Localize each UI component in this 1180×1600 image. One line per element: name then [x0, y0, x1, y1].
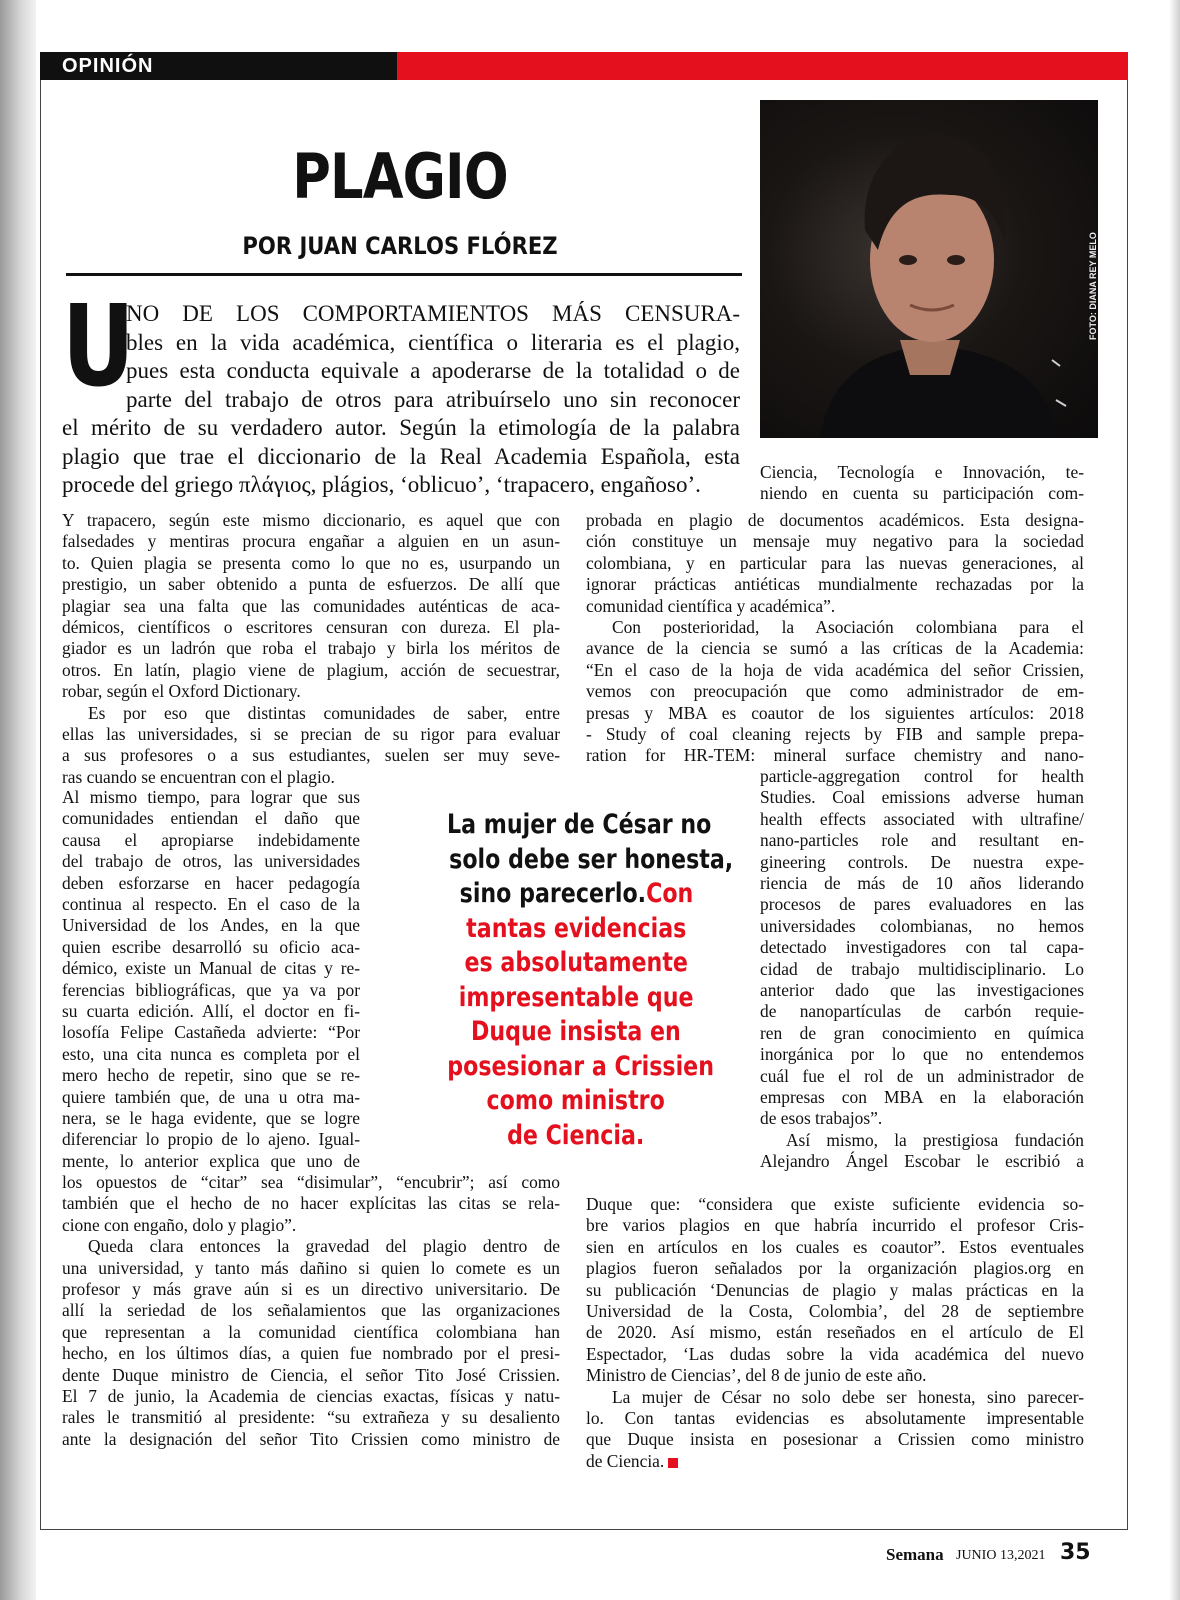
body-line: vemos con preocupación que como administrador de em- — [586, 681, 1084, 702]
body-line: démicos, científicos o escritores censuran con dureza. El pla- — [62, 617, 560, 637]
pull-quote-highlight: es absolutamente — [464, 947, 688, 978]
body-line: ras cuando se encuentran con el plagio. — [62, 766, 335, 787]
body-line: profesor y más grave aún si es un directivo universitario. De — [62, 1279, 560, 1299]
body-line: losofía Felipe Castañeda advierte: “Por — [62, 1022, 360, 1043]
body-line: allí la seriedad de los señalamientos que las organizaciones — [62, 1300, 560, 1321]
body-line: rales le transmitió al presidente: “su extrañeza y su desaliento — [62, 1407, 560, 1428]
body-line: comunidad científica y académica”. — [586, 595, 836, 616]
pull-quote-highlight-line — [418, 1015, 734, 1049]
body-line: anterior dado que las investigaciones — [760, 980, 1084, 1000]
body-line: Duque que: “considera que existe suficiente evidencia so- — [586, 1194, 1084, 1214]
body-line: también que el hecho de no hacer explícitas las citas se rela- — [62, 1193, 560, 1214]
body-line: gineering controls. De nuestra expe- — [760, 851, 1084, 872]
body-line: Queda clara entonces la gravedad del plagio dentro de — [88, 1236, 560, 1257]
body-line: ción constituye un mensaje muy negativo para la sociedad — [586, 531, 1084, 552]
body-line: ren de gran conocimiento en química — [760, 1022, 1084, 1043]
body-line: plagiar sea una falta que las comunidades auténticas de aca- — [62, 595, 560, 616]
body-line: avance de la ciencia se sumó a las críticas de la Academia: — [586, 638, 1084, 659]
body-line: probada en plagio de documentos académicos. Esta designa- — [586, 510, 1084, 530]
footer-magazine: Semana — [886, 1545, 944, 1564]
body-line: de 2020. Así mismo, están reseñados en el artículo de El — [586, 1322, 1084, 1343]
body-line: lo. Con tantas evidencias es absolutamente impresentable — [586, 1408, 1084, 1428]
body-line: nano-particles role and resultant en- — [760, 830, 1084, 851]
body-line: Studies. Coal emissions adverse human — [760, 787, 1084, 808]
body-line: universidades colombianas, no hemos — [760, 915, 1084, 936]
body-line: ignorar prácticas antiéticas mundialmente rechazadas por la — [586, 574, 1084, 595]
author-portrait-illustration — [760, 100, 1098, 438]
body-line: particle-aggregation control for health — [760, 766, 1084, 786]
body-line: Así mismo, la prestigiosa fundación — [786, 1129, 1084, 1150]
pull-quote-highlight-line — [418, 1050, 734, 1084]
body-line: Y trapacero, según este mismo diccionario, es aquel que con — [62, 510, 560, 530]
body-line: cuál fue el rol de un administrador de — [760, 1065, 1084, 1086]
body-line: dente Duque ministro de Ciencia, el señor Tito José Crissien. — [62, 1364, 560, 1385]
body-line: que representan a la comunidad científica colombiana han — [62, 1321, 560, 1342]
pull-quote-highlight: Duque insista en — [471, 1016, 681, 1047]
body-line: Universidad de los Andes, en la que — [62, 915, 360, 936]
body-line: inorgánica por lo que no entendemos — [760, 1044, 1084, 1065]
body-line: de esos trabajos”. — [760, 1108, 883, 1129]
body-line: una universidad, y tanto más dañino si quien lo comete es un — [62, 1257, 560, 1278]
pull-quote-text: sino parecerlo. — [459, 878, 646, 909]
author-photo — [760, 100, 1098, 438]
lead-line: procede del griego πλάγιος, plágios, ‘oblicuo’, ‘trapacero, engañoso’. — [62, 472, 701, 497]
body-line: hecho, en los últimos días, a quien fue nombrado por el presi- — [62, 1343, 560, 1364]
body-line: cidad de trabajo multidisciplinario. Lo — [760, 958, 1084, 979]
body-line: riencia de más de 10 años liderando — [760, 873, 1084, 893]
body-line: presas y MBA es coautor de los siguientes artículos: 2018 — [586, 702, 1084, 723]
pull-quote-highlight-line — [418, 912, 734, 946]
pull-quote-highlight: Con — [645, 878, 693, 909]
lead-line: plagio que trae el diccionario de la Real Academia Española, esta — [62, 443, 740, 469]
page-shadow-left — [0, 0, 36, 1600]
body-line: robar, según el Oxford Dictionary. — [62, 681, 301, 702]
title-rule — [66, 273, 742, 276]
body-line: ante la designación del señor Tito Crissien como ministro de — [62, 1428, 560, 1449]
body-line: plagios fueron señalados por la organización plagios.org en — [586, 1258, 1084, 1279]
lead-line: el mérito de su verdadero autor. Según la etimología de la palabra — [62, 415, 740, 440]
body-line: Con posterioridad, la Asociación colombiana para el — [612, 617, 1084, 637]
body-line: de Ciencia. — [586, 1451, 1084, 1472]
lead-line: parte del trabajo de otros para atribuírselo uno sin reconocer — [126, 386, 740, 412]
body-line: del trabajo de otros, las universidades — [62, 851, 360, 872]
body-line: comunidades entiendan el daño que — [62, 808, 360, 829]
body-line: falsedades y mentiras procura engañar a alguien en un asun- — [62, 531, 560, 552]
body-line: ellas las universidades, si se precian de su rigor para evaluar — [62, 724, 560, 744]
body-line: nera, se le haga evidente, que se logre — [62, 1108, 360, 1128]
body-line: ration for HR-TEM: mineral surface chemistry and nano- — [586, 745, 1084, 766]
body-line: esto, una cita nunca es completa por el — [62, 1043, 360, 1064]
body-line: mente, lo anterior explica que uno de — [62, 1150, 360, 1171]
body-line: Ciencia, Tecnología e Innovación, te- — [760, 462, 1084, 482]
pull-quote-line — [418, 843, 734, 877]
body-line: detectado investigadores con tal capa- — [760, 937, 1084, 958]
pull-quote-line — [418, 877, 734, 911]
photo-credit: FOTO: DIANA REY MELO — [1088, 232, 1098, 340]
body-line: Ministro de Ciencias’, del 8 de junio de este año. — [586, 1365, 927, 1386]
body-line: health effects associated with ultrafine/ — [760, 808, 1084, 829]
body-line: - Study of coal cleaning rejects by FIB and sample prepa- — [586, 724, 1084, 744]
lead-line: NO DE LOS COMPORTAMIENTOS MÁS CENSURA- — [126, 301, 740, 326]
pull-quote-highlight: posesionar a Crissien — [447, 1050, 714, 1082]
body-line: quiere también que, de una u otra ma- — [62, 1086, 360, 1107]
body-line: Espectador, ‘Las dudas sobre la vida académica del nuevo — [586, 1343, 1084, 1364]
pull-quote-highlight-line — [418, 1084, 734, 1118]
body-line: démico, existe un Manual de citas y re- — [62, 958, 360, 979]
footer-date: JUNIO 13,2021 — [956, 1548, 1046, 1563]
body-line: ferencias bibliográficas, que ya va por — [62, 979, 360, 1000]
lead-line: pues esta conducta equivale a apoderarse de la totalidad o de — [126, 358, 740, 383]
body-line: a sus profesores o a sus estudiantes, suelen ser muy seve- — [62, 745, 560, 766]
body-line: Al mismo tiempo, para lograr que sus — [62, 787, 360, 807]
body-line: causa el apropiarse indebidamente — [62, 829, 360, 850]
body-line: los opuestos de “citar” sea “disimular”, “encubrir”; así como — [62, 1172, 560, 1192]
pull-quote-highlight: tantas evidencias — [465, 912, 687, 944]
body-line: que Duque insista en posesionar a Crissien como ministro — [586, 1429, 1084, 1450]
body-line: procesos de pares evaluadores en las — [760, 894, 1084, 915]
body-line: to. Quien plagia se presenta como lo que no es, usurpando un — [62, 552, 560, 573]
pull-quote-highlight: impresentable que — [458, 981, 694, 1013]
body-line: de nanopartículas de carbón requie- — [760, 1001, 1084, 1022]
pull-quote-highlight-line — [418, 1119, 734, 1153]
lead-line: bles en la vida académica, científica o literaria es el plagio, — [126, 329, 740, 355]
body-line: su publicación ‘Denuncias de plagio y malas prácticas en la — [586, 1279, 1084, 1300]
body-line: su cuarta edición. Allí, el doctor en fi- — [62, 1001, 360, 1021]
body-line: El 7 de junio, la Academia de ciencias exactas, físicas y natu- — [62, 1386, 560, 1406]
body-line: otros. En latín, plagio viene de plagium, acción de secuestrar, — [62, 659, 560, 680]
pull-quote-text: solo debe ser honesta, — [449, 843, 734, 875]
body-line: sien en artículos en los cuales es coautor”. Estos eventuales — [586, 1236, 1084, 1257]
body-line: Es por eso que distintas comunidades de saber, entre — [88, 702, 560, 723]
body-line: Alejandro Ángel Escobar le escribió a — [760, 1151, 1084, 1172]
body-line: empresas con MBA en la elaboración — [760, 1087, 1084, 1107]
body-line: prestigio, un saber obtenido a punta de esfuerzos. De allí que — [62, 574, 560, 595]
section-label-box — [40, 52, 397, 80]
body-line: “En el caso de la hoja de vida académica del señor Crissien, — [586, 659, 1084, 680]
end-mark-icon — [668, 1458, 678, 1468]
article-byline: POR JUAN CARLOS FLÓREZ — [242, 232, 558, 260]
body-line: deben esforzarse en hacer pedagogía — [62, 872, 360, 893]
section-bar — [40, 52, 1128, 80]
pull-quote-line — [418, 808, 734, 842]
body-line: Universidad de la Costa, Colombia’, del 28 de septiembre — [586, 1301, 1084, 1321]
body-line: diferenciar lo propio de lo ajeno. Igual- — [62, 1129, 360, 1150]
body-line: colombiana, y en particular para las nuevas generaciones, al — [586, 552, 1084, 573]
body-line: quien escribe desarrolló su oficio aca- — [62, 936, 360, 957]
section-label: OPINIÓN — [62, 54, 154, 77]
page-shadow-right — [1170, 0, 1180, 1600]
footer-page-number: 35 — [1060, 1540, 1091, 1565]
pull-quote-highlight-line — [418, 981, 734, 1015]
section-bar-accent — [397, 52, 1128, 80]
body-line: continua al respecto. En el caso de la — [62, 894, 360, 914]
body-line: La mujer de César no solo debe ser honesta, sino parecer- — [612, 1386, 1084, 1407]
pull-quote-highlight: de Ciencia. — [507, 1119, 645, 1151]
pull-quote-text: La mujer de César no — [447, 809, 712, 840]
body-line: cione con engaño, dolo y plagio”. — [62, 1214, 297, 1235]
body-line: giador es un ladrón que roba el trabajo y birla los méritos de — [62, 638, 560, 659]
body-line: bre varios plagios en que habría incurrido el profesor Cris- — [586, 1215, 1084, 1236]
pull-quote-highlight-line — [418, 946, 734, 980]
body-line: mero hecho de repetir, sino que se re- — [62, 1065, 360, 1086]
body-line: niendo en cuenta su participación com- — [760, 483, 1084, 504]
pull-quote-highlight: como ministro — [486, 1085, 666, 1116]
article-title: PLAGIO — [292, 140, 508, 213]
drop-cap: U — [62, 282, 135, 412]
